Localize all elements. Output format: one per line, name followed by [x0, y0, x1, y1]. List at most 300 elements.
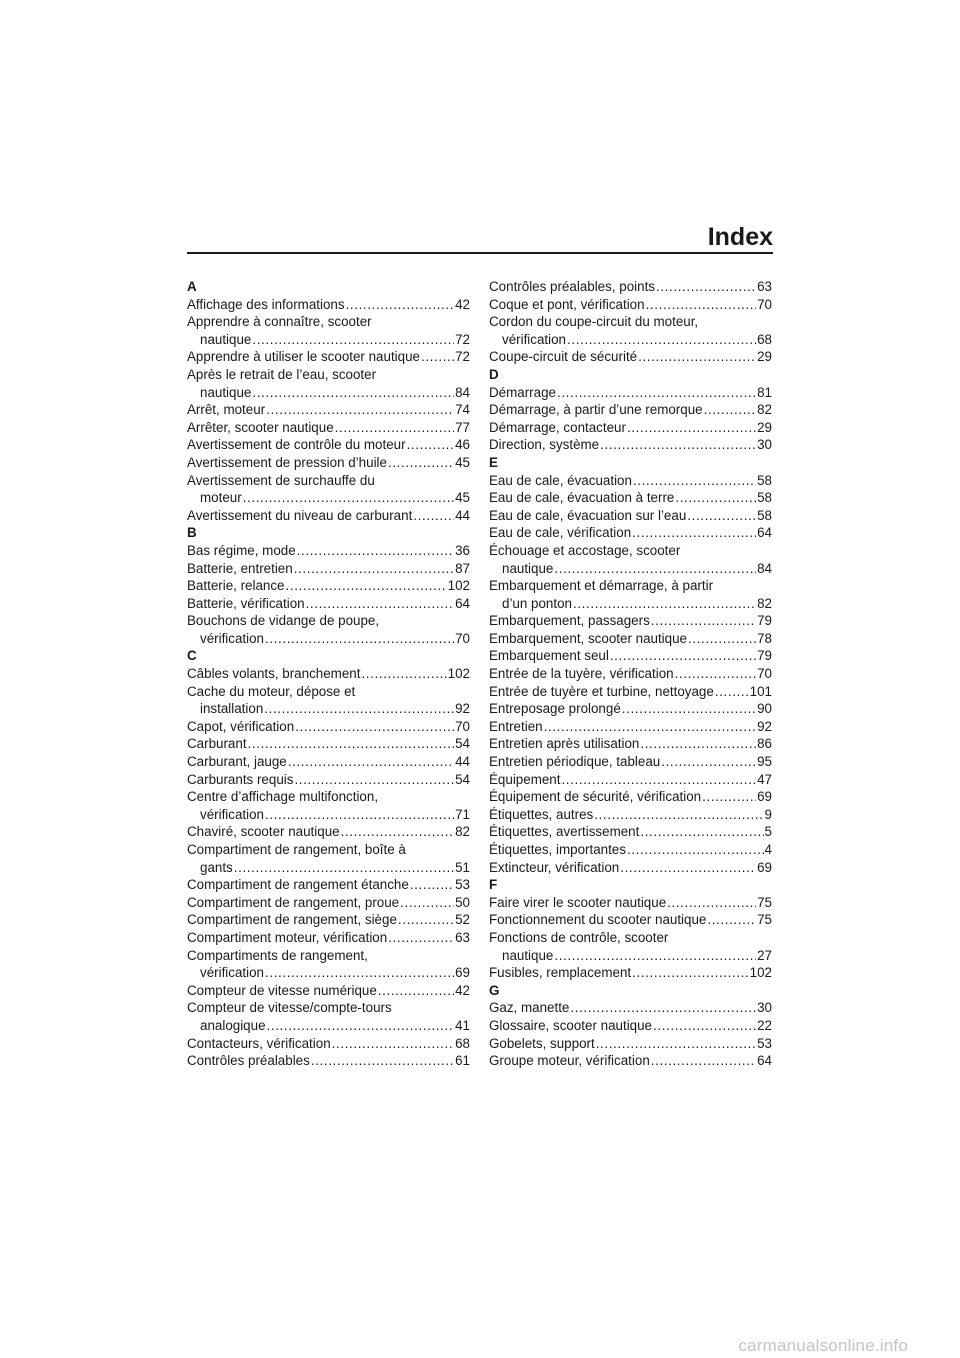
index-entry [489, 999, 772, 1017]
dot-leader [407, 436, 455, 454]
index-entry [187, 718, 470, 736]
dot-leader [594, 806, 763, 824]
page-number: 45 [455, 490, 470, 506]
dot-leader [561, 771, 756, 789]
dot-leader [554, 560, 756, 578]
page-number: 22 [757, 1017, 772, 1033]
page-number: 82 [757, 595, 772, 611]
dot-leader [388, 454, 454, 472]
entry-label: analogique [200, 1017, 266, 1033]
dot-leader [620, 859, 756, 877]
page-number: 92 [455, 701, 470, 717]
page-number: 58 [757, 490, 772, 506]
index-entry [489, 1035, 772, 1053]
index-entry [187, 771, 470, 789]
dot-leader [632, 524, 756, 542]
entry-label: Chaviré, scooter nautique [187, 824, 340, 840]
dot-leader [702, 788, 756, 806]
page-number: 81 [757, 384, 772, 400]
entry-label: Compartiment de rangement, proue [187, 894, 400, 910]
page-number: 92 [757, 718, 772, 734]
dot-leader [596, 1035, 756, 1053]
dot-leader [410, 876, 454, 894]
index-entry [489, 524, 772, 542]
page-number: 102 [447, 578, 470, 594]
index-entry [489, 911, 772, 929]
page-number: 29 [757, 349, 772, 365]
entry-label: Carburant [187, 736, 247, 752]
index-entry-heading: Fonctions de contrôle, scooter [489, 929, 669, 945]
index-entry [187, 876, 470, 894]
index-entry [187, 735, 470, 753]
entry-label: Batterie, vérification [187, 595, 305, 611]
section-letter: C [187, 648, 197, 664]
dot-leader [286, 577, 447, 595]
page-number: 74 [455, 402, 470, 418]
dot-leader [653, 1017, 756, 1035]
index-entry [187, 1017, 470, 1035]
index-entry [489, 348, 772, 366]
index-entry [187, 507, 470, 525]
page-number: 61 [455, 1053, 470, 1069]
section-letter: B [187, 525, 197, 541]
entry-label: Équipement [489, 771, 561, 787]
index-entry [187, 489, 470, 507]
dot-leader [264, 700, 454, 718]
index-entry-heading: Après le retrait de l’eau, scooter [187, 366, 377, 382]
entry-label: Embarquement seul [489, 648, 609, 664]
entry-label: Glossaire, scooter nautique [489, 1017, 653, 1033]
index-entry [489, 384, 772, 402]
title-rule [187, 252, 773, 254]
dot-leader [640, 823, 763, 841]
entry-label: Entrée de la tuyère, vérification [489, 666, 674, 682]
page-number: 50 [455, 894, 470, 910]
entry-label: Compteur de vitesse numérique [187, 982, 377, 998]
dot-leader [632, 964, 749, 982]
dot-leader [610, 647, 756, 665]
dot-leader [646, 296, 757, 314]
page-number: 70 [757, 296, 772, 312]
entry-label: Câbles volants, branchement [187, 666, 361, 682]
page-number: 46 [455, 437, 470, 453]
dot-leader [707, 911, 756, 929]
index-entry [187, 348, 470, 366]
dot-leader [341, 823, 455, 841]
page-number: 54 [455, 736, 470, 752]
index-entry [489, 647, 772, 665]
index-entry [489, 700, 772, 718]
index-entry-heading: Cache du moteur, dépose et [187, 683, 356, 699]
entry-label: Étiquettes, avertissement [489, 824, 640, 840]
entry-label: Fonctionnement du scooter nautique [489, 912, 707, 928]
page-number: 72 [455, 331, 470, 347]
dot-leader [715, 683, 749, 701]
dot-leader [400, 894, 454, 912]
page-number: 58 [757, 472, 772, 488]
dot-leader [311, 1052, 454, 1070]
index-entry-heading: Compteur de vitesse/compte-tours [187, 1000, 392, 1016]
index-entry [489, 859, 772, 877]
entry-label: Carburant, jauge [187, 754, 287, 770]
index-entry [187, 384, 470, 402]
page-number: 36 [455, 542, 470, 558]
entry-label: Avertissement de contrôle du moteur [187, 437, 406, 453]
page-number: 82 [455, 824, 470, 840]
index-entry [187, 982, 470, 1000]
entry-label: Embarquement, scooter nautique [489, 630, 688, 646]
entry-label: Équipement de sécurité, vérification [489, 789, 702, 805]
section-letter: A [187, 279, 197, 294]
index-entry [489, 788, 772, 806]
dot-leader [421, 348, 454, 366]
page-number: 75 [757, 912, 772, 928]
index-entry [187, 894, 470, 912]
page-number: 79 [757, 648, 772, 664]
page-number: 44 [455, 754, 470, 770]
entry-label: Contacteurs, vérification [187, 1035, 331, 1051]
entry-label: Compartiment moteur, vérification [187, 929, 388, 945]
index-entry [187, 542, 470, 560]
dot-leader [265, 630, 454, 648]
entry-label: Démarrage, à partir d’une remorque [489, 402, 703, 418]
entry-label: Direction, système [489, 437, 600, 453]
index-entry [489, 560, 772, 578]
dot-leader [295, 718, 454, 736]
dot-leader [306, 595, 455, 613]
dot-leader [622, 700, 756, 718]
page-number: 45 [455, 454, 470, 470]
index-entry-heading: Cordon du coupe-circuit du moteur, [489, 314, 699, 330]
dot-leader [346, 296, 455, 314]
index-entry [489, 735, 772, 753]
entry-label: Compartiment de rangement étanche [187, 877, 409, 893]
section-letter: D [489, 366, 499, 382]
index-entry [187, 700, 470, 718]
entry-label: Entretien [489, 718, 543, 734]
entry-label: Avertissement de pression d’huile [187, 454, 387, 470]
dot-leader [267, 1017, 455, 1035]
page-number: 4 [764, 842, 772, 857]
index-entry [187, 929, 470, 947]
entry-label: Eau de cale, évacuation [489, 472, 632, 488]
dot-leader [573, 595, 756, 613]
dot-leader [661, 753, 756, 771]
page-number: 72 [455, 349, 470, 365]
page-number: 86 [757, 736, 772, 752]
page-number: 75 [757, 894, 772, 910]
index-entry [489, 964, 772, 982]
index-entry [489, 894, 772, 912]
dot-leader [332, 1035, 454, 1053]
dot-leader [570, 999, 756, 1017]
page-number: 30 [757, 437, 772, 453]
index-entry [187, 753, 470, 771]
dot-leader [388, 929, 454, 947]
entry-label: Entretien périodique, tableau [489, 754, 661, 770]
index-entry [489, 612, 772, 630]
page-number: 68 [455, 1035, 470, 1051]
page-number: 69 [757, 859, 772, 875]
index-entry-heading: Embarquement et démarrage, à partir [489, 578, 714, 594]
entry-label: Entreposage prolongé [489, 701, 621, 717]
page-number: 71 [455, 806, 470, 822]
dot-leader [335, 419, 454, 437]
dot-leader [633, 472, 756, 490]
entry-label: Eau de cale, évacuation à terre [489, 490, 675, 506]
index-entry [489, 401, 772, 419]
index-entry [187, 911, 470, 929]
index-entry [489, 419, 772, 437]
dot-leader [687, 507, 756, 525]
index-entry [187, 823, 470, 841]
index-entry [489, 841, 772, 859]
index-entry [187, 401, 470, 419]
index-entry [489, 630, 772, 648]
index-entry [489, 1017, 772, 1035]
index-entry-heading: Échouage et accostage, scooter [489, 542, 681, 558]
page-number: 44 [455, 507, 470, 523]
index-entry [187, 964, 470, 982]
dot-leader [567, 331, 756, 349]
dot-leader [688, 630, 756, 648]
index-entry [489, 683, 772, 701]
index-entry [187, 665, 470, 683]
entry-label: Fusibles, remplacement [489, 965, 632, 981]
entry-label: Carburants requis [187, 771, 294, 787]
entry-label: Groupe moteur, vérification [489, 1053, 650, 1069]
index-entry [187, 1052, 470, 1070]
index-entry [489, 753, 772, 771]
page-number: 68 [757, 331, 772, 347]
page-number: 87 [455, 560, 470, 576]
entry-label: Capot, vérification [187, 718, 295, 734]
index-entry [187, 331, 470, 349]
entry-label: Étiquettes, autres [489, 806, 594, 822]
page-number: 82 [757, 402, 772, 418]
page-number: 95 [757, 754, 772, 770]
page-number: 53 [757, 1035, 772, 1051]
index-entry [489, 331, 772, 349]
section-letter: F [489, 877, 498, 893]
index-entry [489, 1052, 772, 1070]
entry-label: moteur [200, 490, 242, 506]
dot-leader [651, 1052, 756, 1070]
index-entry [187, 806, 470, 824]
page-number: 47 [757, 771, 772, 787]
page-number: 90 [757, 701, 772, 717]
entry-label: Batterie, entretien [187, 560, 293, 576]
dot-leader [265, 806, 454, 824]
index-entry [187, 454, 470, 472]
index-entry-heading: Avertissement de surchauffe du [187, 472, 375, 488]
dot-leader [675, 665, 757, 683]
index-column-left [187, 278, 470, 1070]
index-entry-heading: Bouchons de vidange de poupe, [187, 613, 380, 629]
page-number: 54 [455, 771, 470, 787]
index-entry [489, 296, 772, 314]
index-entry [489, 665, 772, 683]
page-number: 79 [757, 613, 772, 629]
page-number: 63 [757, 279, 772, 294]
dot-leader [252, 384, 454, 402]
page-number: 69 [455, 965, 470, 981]
index-entry [489, 718, 772, 736]
index-entry-heading: Compartiment de rangement, boîte à [187, 842, 406, 857]
page-number: 29 [757, 419, 772, 435]
dot-leader [675, 489, 756, 507]
page-number: 27 [757, 947, 772, 963]
dot-leader [294, 560, 454, 578]
index-entry [489, 823, 772, 841]
entry-label: Avertissement du niveau de carburant [187, 507, 413, 523]
entry-label: nautique [502, 560, 554, 576]
dot-leader [294, 771, 454, 789]
index-entry [187, 577, 470, 595]
index-entry [489, 489, 772, 507]
dot-leader [651, 612, 756, 630]
index-entry-heading: Compartiments de rangement, [187, 947, 368, 963]
entry-label: Démarrage [489, 384, 556, 400]
page-number: 64 [455, 595, 470, 611]
dot-leader [413, 507, 454, 525]
dot-leader [640, 735, 756, 753]
section-letter: E [489, 454, 498, 470]
index-entry [187, 560, 470, 578]
index-entry [489, 595, 772, 613]
entry-label: nautique [502, 947, 554, 963]
entry-label: Eau de cale, vérification [489, 525, 632, 541]
dot-leader [554, 947, 756, 965]
index-column-right [489, 278, 772, 1070]
entry-label: Bas régime, mode [187, 542, 296, 558]
page-number: 102 [749, 965, 772, 981]
dot-leader [667, 894, 756, 912]
section-letter: G [489, 982, 500, 998]
index-entry-heading: Centre d’affichage multifonction, [187, 789, 379, 805]
entry-label: Affichage des informations [187, 296, 345, 312]
dot-leader [297, 542, 454, 560]
dot-leader [627, 419, 756, 437]
page-number: 84 [455, 384, 470, 400]
dot-leader [248, 735, 455, 753]
index-entry [187, 1035, 470, 1053]
dot-leader [638, 348, 756, 366]
entry-label: Coque et pont, vérification [489, 296, 645, 312]
index-entry [187, 630, 470, 648]
entry-label: Étiquettes, importantes [489, 842, 626, 857]
page-number: 101 [749, 683, 772, 699]
entry-label: Apprendre à utiliser le scooter nautique [187, 349, 420, 365]
entry-label: Contrôles préalables, points [489, 279, 655, 294]
page-number: 42 [455, 982, 470, 998]
dot-leader [656, 278, 756, 296]
index-entry [489, 806, 772, 824]
dot-leader [557, 384, 756, 402]
dot-leader [243, 489, 454, 507]
page-number: 53 [455, 877, 470, 893]
dot-leader [544, 718, 756, 736]
entry-label: Gobelets, support [489, 1035, 595, 1051]
dot-leader [288, 753, 454, 771]
page-title: Index [707, 223, 773, 251]
page-number: 5 [764, 824, 772, 840]
dot-leader [252, 331, 454, 349]
entry-label: Entretien après utilisation [489, 736, 640, 752]
page-number: 41 [455, 1017, 470, 1033]
entry-label: Batterie, relance [187, 578, 285, 594]
index-entry [187, 296, 470, 314]
entry-label: nautique [200, 384, 252, 400]
index-entry [187, 859, 470, 877]
index-entry [187, 595, 470, 613]
page-number: 70 [455, 630, 470, 646]
entry-label: Eau de cale, évacuation sur l’eau [489, 507, 687, 523]
page-number: 64 [757, 525, 772, 541]
index-entry-heading: Apprendre à connaître, scooter [187, 314, 372, 330]
index-entry [489, 278, 772, 296]
entry-label: Extincteur, vérification [489, 859, 620, 875]
page-number: 78 [757, 630, 772, 646]
page-number: 102 [447, 666, 470, 682]
dot-leader [398, 911, 454, 929]
dot-leader [600, 436, 756, 454]
entry-label: Embarquement, passagers [489, 613, 650, 629]
page-number: 64 [757, 1053, 772, 1069]
entry-label: Contrôles préalables [187, 1053, 310, 1069]
dot-leader [378, 982, 454, 1000]
entry-label: vérification [200, 630, 265, 646]
entry-label: d’un ponton [502, 595, 572, 611]
index-entry [187, 436, 470, 454]
watermark: carmanualsonline.info [738, 1336, 908, 1355]
page-number: 69 [757, 789, 772, 805]
index-entry [489, 771, 772, 789]
page-number: 84 [757, 560, 772, 576]
entry-label: installation [200, 701, 264, 717]
entry-label: Entrée de tuyère et turbine, nettoyage [489, 683, 714, 699]
entry-label: Faire virer le scooter nautique [489, 894, 667, 910]
index-entry [489, 436, 772, 454]
entry-label: Arrêt, moteur [187, 402, 266, 418]
dot-leader [234, 859, 454, 877]
index-entry [187, 419, 470, 437]
entry-label: vérification [200, 965, 265, 981]
entry-label: nautique [200, 331, 252, 347]
page-number: 42 [455, 296, 470, 312]
page-number: 58 [757, 507, 772, 523]
dot-leader [704, 401, 756, 419]
page-number: 30 [757, 1000, 772, 1016]
entry-label: vérification [502, 331, 567, 347]
page-number: 77 [455, 419, 470, 435]
page-number: 51 [455, 859, 470, 875]
entry-label: Gaz, manette [489, 1000, 570, 1016]
page-number: 70 [455, 718, 470, 734]
dot-leader [266, 401, 454, 419]
entry-label: Coupe-circuit de sécurité [489, 349, 638, 365]
entry-label: Démarrage, contacteur [489, 419, 626, 435]
dot-leader [265, 964, 454, 982]
entry-label: gants [200, 859, 233, 875]
dot-leader [361, 665, 446, 683]
entry-label: Compartiment de rangement, siège [187, 912, 397, 928]
index-entry [489, 507, 772, 525]
index-entry [489, 947, 772, 965]
page-number: 52 [455, 912, 470, 928]
page-number: 63 [455, 929, 470, 945]
entry-label: Arrêter, scooter nautique [187, 419, 334, 435]
